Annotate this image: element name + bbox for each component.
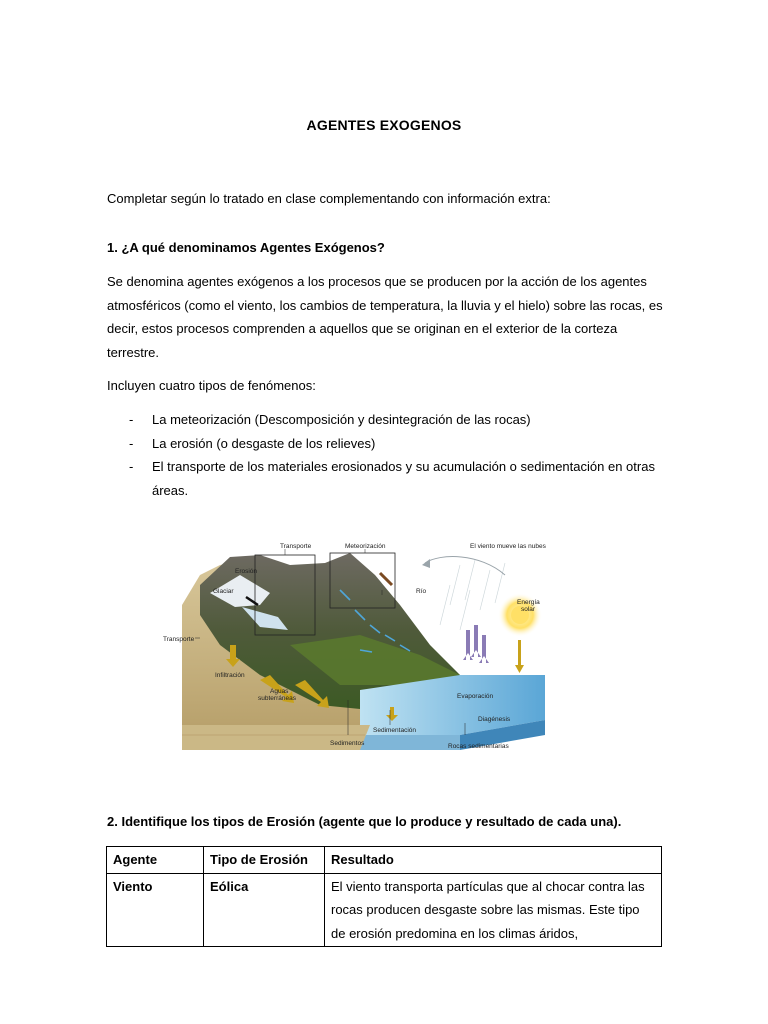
question-1: 1. ¿A qué denominamos Agentes Exógenos? [107,240,385,255]
cell-tipo: Eólica [204,873,325,947]
list-marker: - [129,435,134,451]
header-tipo: Tipo de Erosión [204,847,325,874]
label-infiltracion: Infiltración [215,672,245,679]
label-sedimentacion: Sedimentación [373,727,416,734]
intro-text: Completar según lo tratado en clase complementando con información extra: [107,191,551,206]
label-diagenesis: Diagénesis [478,716,511,723]
label-aguas: Aguas [270,688,289,695]
question-2: 2. Identifique los tipos de Erosión (agente que lo produce y resultado de cada una). [107,814,622,829]
label-rocas-sedimentarias: Rocas sedimentarias [448,743,509,750]
label-solar: solar [521,606,536,613]
list-item: - La erosión (o desgaste de los relieves) [107,432,667,456]
label-meteorizacion: Meteorización [345,543,386,550]
label-transporte-top: Transporte [280,543,312,550]
list-item: - La meteorización (Descomposición y desintegración de las rocas) [107,408,667,432]
table-row [107,873,662,947]
types-intro: Incluyen cuatro tipos de fenómenos: [107,378,316,393]
exogenous-agents-diagram [160,535,560,755]
page-title: AGENTES EXOGENOS [306,117,462,133]
erosion-table [106,846,662,947]
label-erosion: Erosión [235,568,258,575]
table-header-row [107,847,662,874]
header-resultado: Resultado [325,847,662,874]
label-rio: Río [416,588,427,595]
label-sedimentos: Sedimentos [330,740,365,747]
label-glaciar: Glaciar [213,588,234,595]
phenomena-list [107,408,667,502]
label-transporte-left: Transporte [163,636,195,643]
list-marker: - [129,412,134,427]
list-marker: - [129,459,134,474]
label-subterraneas: subterráneas [258,695,296,702]
cell-agente: Viento [107,873,204,947]
list-item: - El transporte de los materiales erosionados y su acumulación o sedimentación en otras áreas. [107,455,667,502]
label-viento: El viento mueve las nubes [470,543,546,550]
label-evaporacion: Evaporación [457,693,494,700]
label-energia: Energía [517,599,540,606]
cell-resultado: El viento transporta partículas que al chocar contra las rocas producen desgaste sobre las mismas. Este tipo de erosión predomina en los climas áridos, [325,873,662,947]
question-1-answer: Se denomina agentes exógenos a los procesos que se producen por la acción de los agentes atmosféricos (como el viento, los cambios de temperatura, la lluvia y el hielo) sobre las rocas, es decir, estos procesos comprenden a aquellos que se originan en el exterior de la corteza terrestre. [107,274,663,360]
header-agente: Agente [107,847,204,874]
